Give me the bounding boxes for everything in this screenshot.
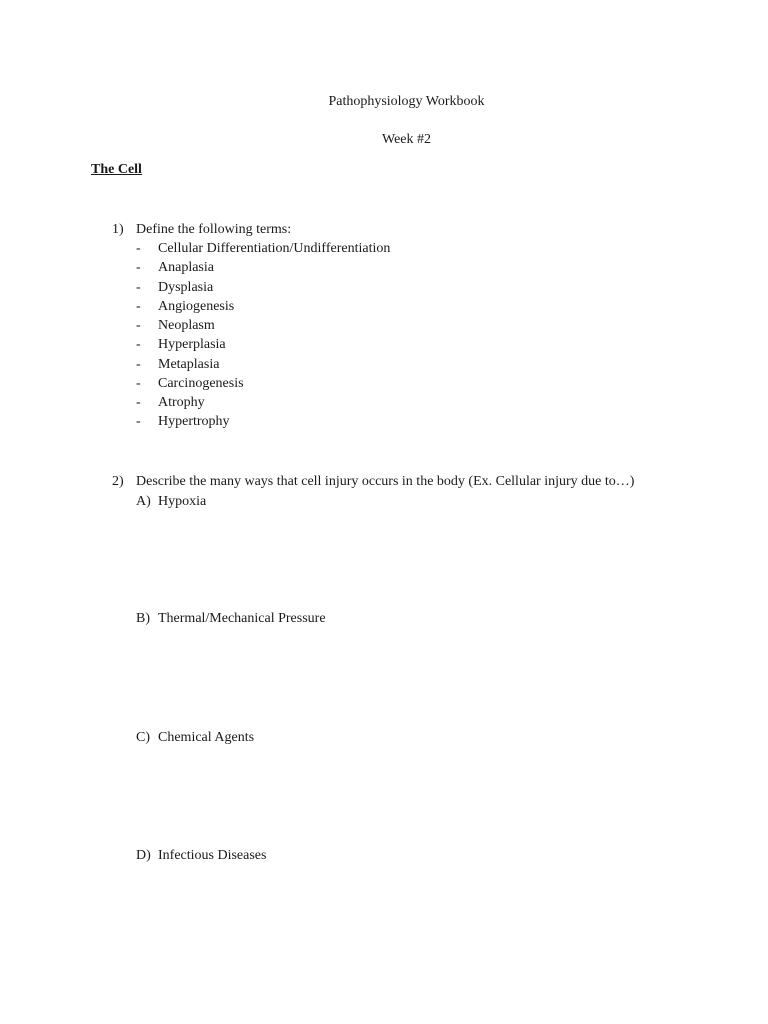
subitem-letter: B)	[136, 611, 150, 626]
subitem-text: Hypoxia	[158, 494, 207, 509]
list-item: Hypertrophy	[158, 414, 230, 429]
subitem-letter: A)	[136, 494, 151, 509]
list-bullet: -	[136, 299, 141, 314]
list-item: Neoplasm	[158, 318, 215, 333]
subitem-text: Chemical Agents	[158, 730, 255, 745]
list-bullet: -	[136, 318, 141, 333]
subitem-letter: D)	[136, 848, 151, 863]
question-prompt: Define the following terms:	[136, 222, 292, 237]
subitem-text: Infectious Diseases	[158, 848, 267, 863]
list-bullet: -	[136, 414, 141, 429]
list-item: Atrophy	[158, 395, 205, 410]
list-bullet: -	[136, 376, 141, 391]
list-item: Anaplasia	[158, 260, 214, 275]
list-bullet: -	[136, 337, 141, 352]
list-bullet: -	[136, 241, 141, 256]
list-bullet: -	[136, 260, 141, 275]
subitem-text: Thermal/Mechanical Pressure	[158, 611, 326, 626]
section-heading: The Cell	[91, 162, 142, 177]
question-number: 1)	[112, 222, 124, 237]
list-bullet: -	[136, 357, 141, 372]
week-label: Week #2	[381, 132, 432, 147]
question-number: 2)	[112, 474, 124, 489]
list-bullet: -	[136, 280, 141, 295]
subitem-letter: C)	[136, 730, 150, 745]
list-bullet: -	[136, 395, 141, 410]
list-item: Dysplasia	[158, 280, 214, 295]
list-item: Cellular Differentiation/Undifferentiation	[158, 241, 391, 256]
list-item: Angiogenesis	[158, 299, 235, 314]
list-item: Metaplasia	[158, 357, 220, 372]
list-item: Carcinogenesis	[158, 376, 244, 391]
question-prompt: Describe the many ways that cell injury occurs in the body (Ex. Cellular injury due to…)	[136, 474, 635, 489]
document-title: Pathophysiology Workbook	[328, 94, 485, 109]
list-item: Hyperplasia	[158, 337, 226, 352]
